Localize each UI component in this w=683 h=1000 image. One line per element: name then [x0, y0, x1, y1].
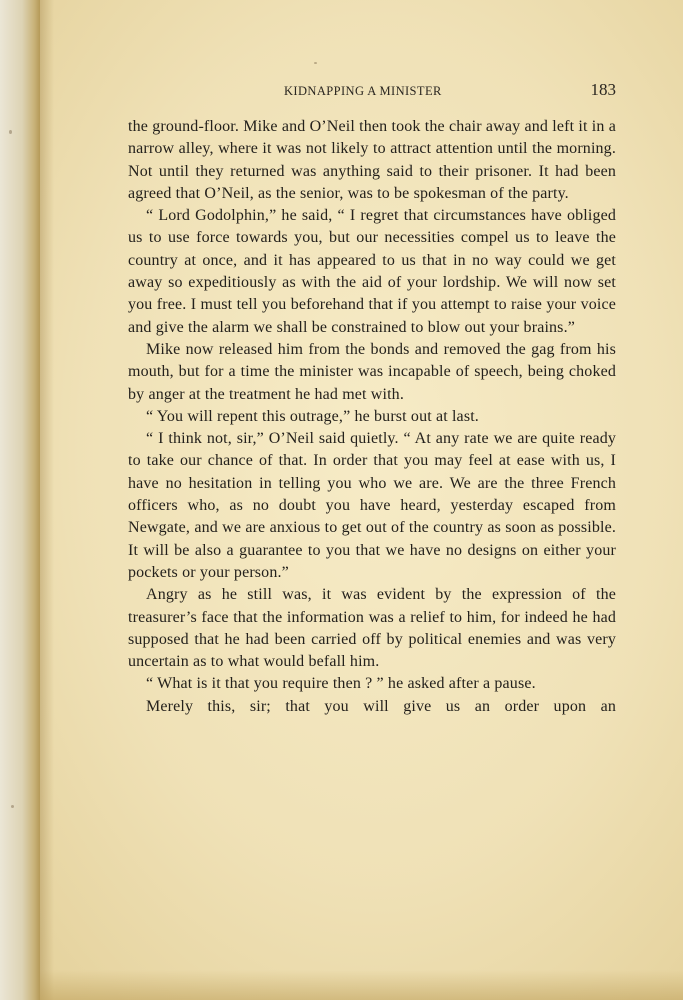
paragraph: Merely this, sir; that you will give us an order upon an: [146, 697, 616, 715]
paragraph: “ What is it that you require then ? ” he asked after a pause.: [146, 675, 536, 693]
book-gutter: [0, 0, 40, 1000]
paragraph: the ground-floor. Mike and O’Neil then took the chair away and left it in a narrow alley, where it was not likely to attract attention until the morning. Not until they returned was anything said to their prisoner. It had been agreed that O’Neil, as the senior, was to be spokesman of the party.: [128, 118, 616, 202]
gutter-shadow: [40, 0, 54, 1000]
page-number: 183: [590, 80, 616, 99]
paragraph: “ I think not, sir,” O’Neil said quietly. “ At any rate we are quite ready to take our chance of that. In order that you may feel at ease with us, I have no hesitation in telling you who we are. We are the three French officers who, as no doubt you have heard, yesterday escaped from Newgate, and we are anxious to get out of the country as soon as possible. It will be also a guarantee to you that we have no designs on either your pockets or your person.”: [128, 430, 616, 581]
paper-speck: [9, 130, 12, 134]
page-header: [128, 80, 616, 102]
paper-speck: [314, 62, 317, 64]
page-bottom-edge: [40, 970, 683, 1000]
running-head: KIDNAPPING A MINISTER: [284, 84, 442, 98]
paragraph: “ You will repent this outrage,” he burst out at last.: [146, 407, 479, 425]
paragraph: Mike now released him from the bonds and removed the gag from his mouth, but for a time the minister was incapable of speech, being choked by anger at the treatment he had met with.: [128, 340, 616, 403]
paragraph: Angry as he still was, it was evident by the expression of the treasurer’s face that the information was a relief to him, for indeed he had supposed that he had been carried off by political enemies and was very uncertain as to what would befall him.: [128, 586, 616, 671]
paper-speck: [11, 805, 14, 808]
paragraph: “ Lord Godolphin,” he said, “ I regret that circumstances have obliged us to use force towards you, but our necessities compel us to leave the country at once, and it has appeared to us that in no way could we get away so expeditiously as with the aid of your lordship. We will now set you free. I must tell you beforehand that if you attempt to raise your voice and give the alarm we shall be constrained to blow out your brains.”: [128, 207, 616, 336]
body-text: [128, 116, 616, 718]
